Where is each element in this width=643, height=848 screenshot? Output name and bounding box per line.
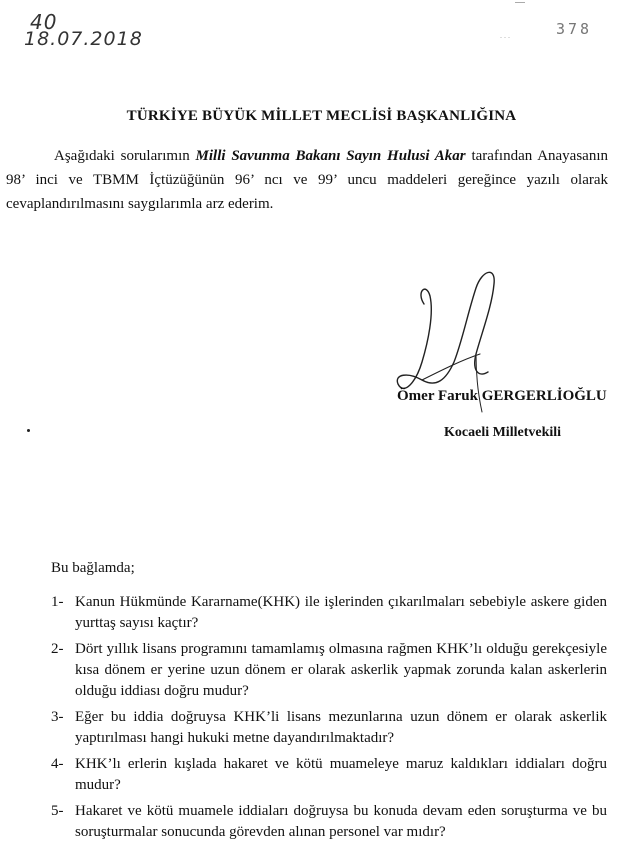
question-text: Hakaret ve kötü muamele iddiaları doğruysa bu konuda devam eden soruşturma ve bu soruşturmalar sonucunda görevden alınan personel var mıdır? bbox=[75, 803, 607, 840]
handwritten-number: 40 bbox=[30, 10, 58, 34]
intro-after: tarafından Anayasanın 98’ inci ve TBMM İçtüzüğünün 96’ ncı ve 99’ uncu maddeleri gereğince yazılı olarak cevaplandırılmasını saygılarımla arz ederim. bbox=[6, 148, 608, 212]
corner-mark bbox=[515, 2, 525, 3]
question-item bbox=[51, 639, 607, 702]
signer-title: Kocaeli Milletvekili bbox=[444, 425, 562, 440]
question-text: KHK’lı erlerin kışlada hakaret ve kötü muameleye maruz kaldıkları iddiaları doğru mudur? bbox=[75, 756, 607, 793]
question-text: Kanun Hükmünde Kararname(KHK) ile işlerinden çıkarılmaları sebebiyle askere giden yurttaş sayısı kaçtır? bbox=[75, 594, 607, 631]
question-item bbox=[51, 592, 607, 634]
question-number: 3- bbox=[51, 709, 64, 725]
scan-dots: . . . bbox=[500, 31, 510, 40]
question-item bbox=[51, 707, 607, 749]
question-text: Eğer bu iddia doğruysa KHK’li lisans mezunlarına uzun dönem er olarak askerlik yaptırılması hangi hukuki metne dayandırılmaktadır? bbox=[75, 709, 607, 746]
question-item bbox=[51, 801, 607, 843]
stray-dot bbox=[27, 429, 30, 432]
question-text: Dört yıllık lisans programını tamamlamış olmasına rağmen KHK’lı olduğu gerekçesiyle kısa dönem er yerine uzun dönem er olarak askerlik yapmak zorunda kalan askerlerin olduğu iddiası doğru mudur? bbox=[75, 641, 607, 699]
intro-paragraph bbox=[6, 144, 608, 216]
handwritten-date: 18.07.2018 bbox=[24, 28, 143, 50]
context-label: Bu bağlamda; bbox=[51, 560, 135, 576]
question-number: 4- bbox=[51, 756, 64, 772]
question-number: 2- bbox=[51, 641, 64, 657]
document-title: TÜRKİYE BÜYÜK MİLLET MECLİSİ BAŞKANLIĞINA bbox=[126, 108, 517, 124]
question-number: 1- bbox=[51, 594, 64, 610]
minister-name: Milli Savunma Bakanı Sayın Hulusi Akar bbox=[195, 148, 466, 164]
signer-name: Ömer Faruk GERGERLİOĞLU bbox=[397, 388, 607, 404]
question-item bbox=[51, 754, 607, 796]
question-list bbox=[51, 592, 607, 848]
stamp-number: 378 bbox=[556, 20, 593, 38]
question-number: 5- bbox=[51, 803, 64, 819]
intro-before: Aşağıdaki sorularımın bbox=[54, 148, 190, 164]
